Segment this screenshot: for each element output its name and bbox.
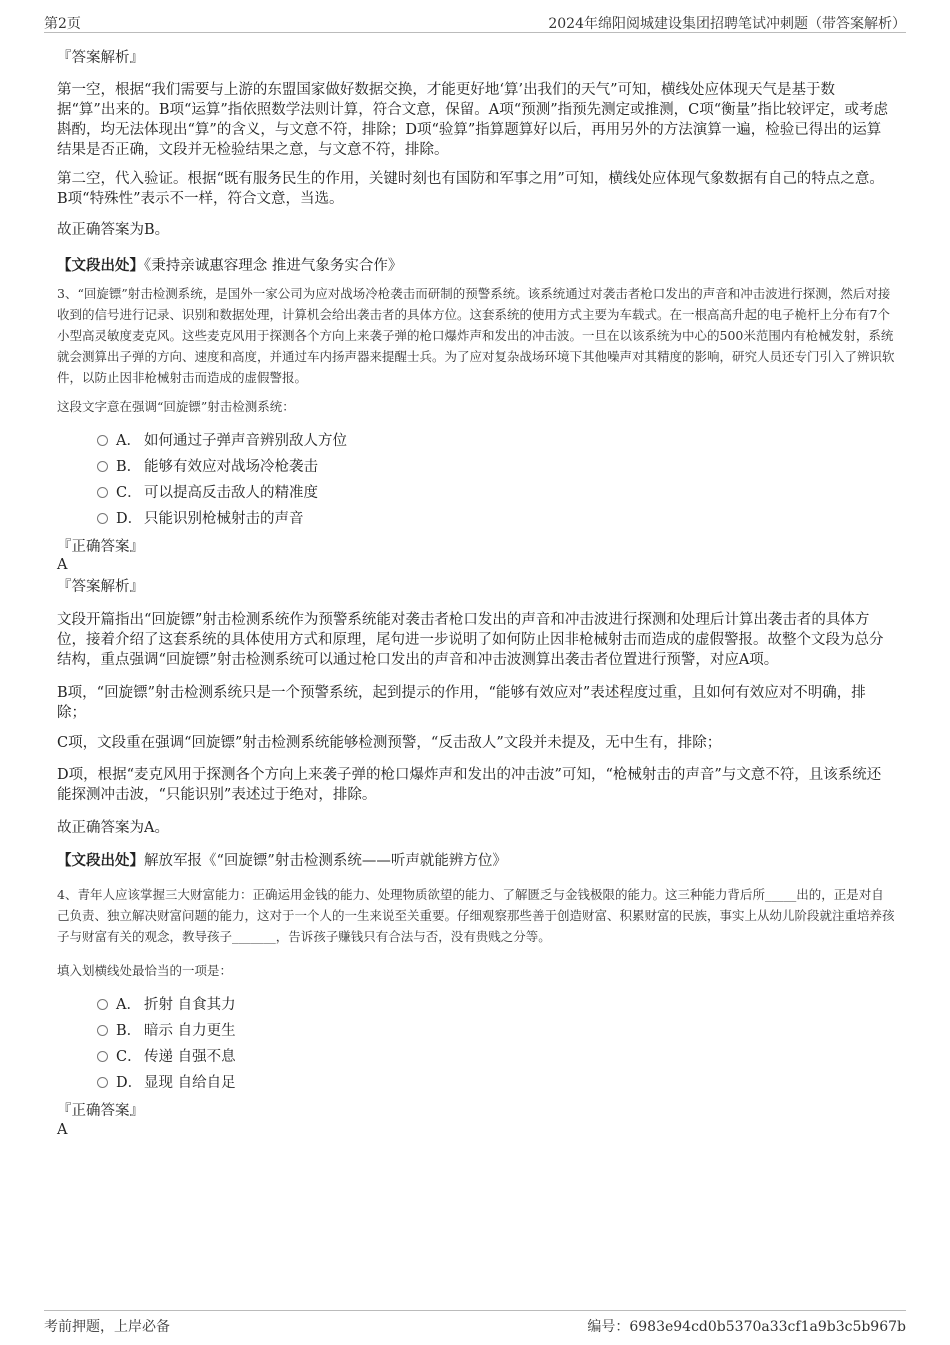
option-a[interactable]: A． 如何通过子弹声音辨别敌人方位 — [97, 431, 347, 451]
option-b[interactable]: B． 暗示 自力更生 — [97, 1021, 236, 1041]
analysis-label: 『答案解析』 — [57, 50, 144, 66]
page-header — [44, 10, 906, 33]
radio-icon[interactable] — [97, 1051, 108, 1062]
radio-icon[interactable] — [97, 435, 108, 446]
answer-statement: 故正确答案为B。 — [57, 222, 170, 238]
analysis-paragraph: 第二空，代入验证。根据“既有服务民生的作用，关键时刻也有国防和军事之用”可知，横线处应体现气象数据有自己的特点之意。B项“特殊性”表示不一样，符合文意，当选。 — [57, 171, 884, 207]
source-tag: 【文段出处】 — [57, 852, 144, 869]
option-d[interactable]: D． 只能识别枪械射击的声音 — [97, 509, 304, 529]
option-d[interactable]: D． 显现 自给自足 — [97, 1073, 236, 1093]
answer-statement: 故正确答案为A。 — [57, 820, 169, 836]
source-line — [57, 256, 889, 276]
source-text: 《秉持亲诚惠容理念 推进气象务实合作》 — [144, 258, 403, 274]
question-prompt: 填入划横线处最恰当的一项是： — [57, 963, 233, 978]
analysis-paragraph: D项，根据“麦克风用于探测各个方向上来袭子弹的枪口爆炸声和发出的冲击波”可知，“枪械射击的声音”与文意不符，且该系统还能探测冲击波，“只能识别”表述过于绝对，排除。 — [57, 767, 882, 803]
footer-slogan: 考前押题，上岸必备 — [44, 1319, 170, 1335]
radio-icon[interactable] — [97, 487, 108, 498]
source-line — [57, 851, 889, 871]
document-title: 2024年绵阳阅城建设集团招聘笔试冲刺题（带答案解析） — [548, 16, 906, 32]
analysis-paragraph: C项，文段重在强调“回旋镖”射击检测系统能够检测预警，“反击敌人”文段并未提及，无中生有，排除； — [57, 735, 722, 751]
correct-answer-label: 『正确答案』 — [57, 539, 144, 555]
document-id: 编号：6983e94cd0b5370a33cf1a9b3c5b967b — [587, 1319, 906, 1335]
radio-icon[interactable] — [97, 999, 108, 1010]
question-prompt: 这段文字意在强调“回旋镖”射击检测系统： — [57, 399, 295, 414]
analysis-paragraph: B项，“回旋镖”射击检测系统只是一个预警系统，起到提示的作用，“能够有效应对”表述程度过重，且如何有效应对不明确，排除； — [57, 685, 866, 721]
correct-answer: A — [57, 1122, 68, 1138]
option-b[interactable]: B． 能够有效应对战场冷枪袭击 — [97, 457, 318, 477]
page-number: 第2页 — [44, 16, 81, 32]
question-text: 3、“回旋镖”射击检测系统，是国外一家公司为应对战场冷枪袭击而研制的预警系统。该系统通过对袭击者枪口发出的声音和冲击波进行探测，然后对接收到的信号进行记录、识别和数据处理，计算机会给出袭击者的具体方位。这套系统的使用方式主要为车载式。在一根高高升起的电子桅杆上分布有7个小型高灵敏度麦克风。这些麦克风用于探测各个方向上来袭子弹的枪口爆炸声和发出的冲击波。一旦在以该系统为中心的500米范围内有枪械发射，系统就会测算出子弹的方向、速度和高度，并通过车内扬声器来提醒士兵。为了应对复杂战场环境下其他噪声对其精度的影响，研究人员还专门引入了辨识软件，以防止因非枪械射击而造成的虚假警报。 — [57, 286, 895, 385]
radio-icon[interactable] — [97, 1077, 108, 1088]
option-c[interactable]: C． 传递 自强不息 — [97, 1047, 236, 1067]
option-a[interactable]: A． 折射 自食其力 — [97, 995, 236, 1015]
correct-answer: A — [57, 557, 68, 573]
option-c[interactable]: C． 可以提高反击敌人的精准度 — [97, 483, 318, 503]
source-text: 解放军报《“回旋镖”射击检测系统——听声就能辨方位》 — [144, 853, 507, 869]
radio-icon[interactable] — [97, 461, 108, 472]
page-footer — [44, 1310, 906, 1335]
source-tag: 【文段出处】 — [57, 257, 144, 274]
correct-answer-label: 『正确答案』 — [57, 1103, 144, 1119]
analysis-paragraph: 文段开篇指出“回旋镖”射击检测系统作为预警系统能对袭击者枪口发出的声音和冲击波进行探测和处理后计算出袭击者的具体方位，接着介绍了这套系统的具体使用方式和原理，尾句进一步说明了如何防止因非枪械射击而造成的虚假警报。故整个文段为总分结构，重点强调“回旋镖”射击检测系统可以通过枪口发出的声音和冲击波测算出袭击者位置进行预警，对应A项。 — [57, 612, 884, 668]
question-text: 4、青年人应该掌握三大财富能力：正确运用金钱的能力、处理物质欲望的能力、了解匮乏与金钱极限的能力。这三种能力背后所_____出的，正是对自己负责、独立解决财富问题的能力，这对于一个人的一生来说至关重要。仔细观察那些善于创造财富、积累财富的民族，事实上从幼儿阶段就注重培养孩子与财富有关的观念，教导孩子_______，告诉孩子赚钱只有合法与否，没有贵贱之分等。 — [57, 887, 895, 944]
analysis-label: 『答案解析』 — [57, 579, 144, 595]
radio-icon[interactable] — [97, 513, 108, 524]
analysis-paragraph: 第一空，根据“我们需要与上游的东盟国家做好数据交换，才能更好地‘算’出我们的天气”可知，横线处应体现天气是基于数据“算”出来的。B项“运算”指依照数学法则计算，符合文意，保留。A项“预测”指预先测定或推测，C项“衡量”指比较评定，或考虑斟酌，均无法体现出“算”的含义，与文意不符，排除；D项“验算”指算题算好以后，再用另外的方法演算一遍，检验已得出的运算结果是否正确，文段并无检验结果之意，与文意不符，排除。 — [57, 82, 889, 158]
radio-icon[interactable] — [97, 1025, 108, 1036]
